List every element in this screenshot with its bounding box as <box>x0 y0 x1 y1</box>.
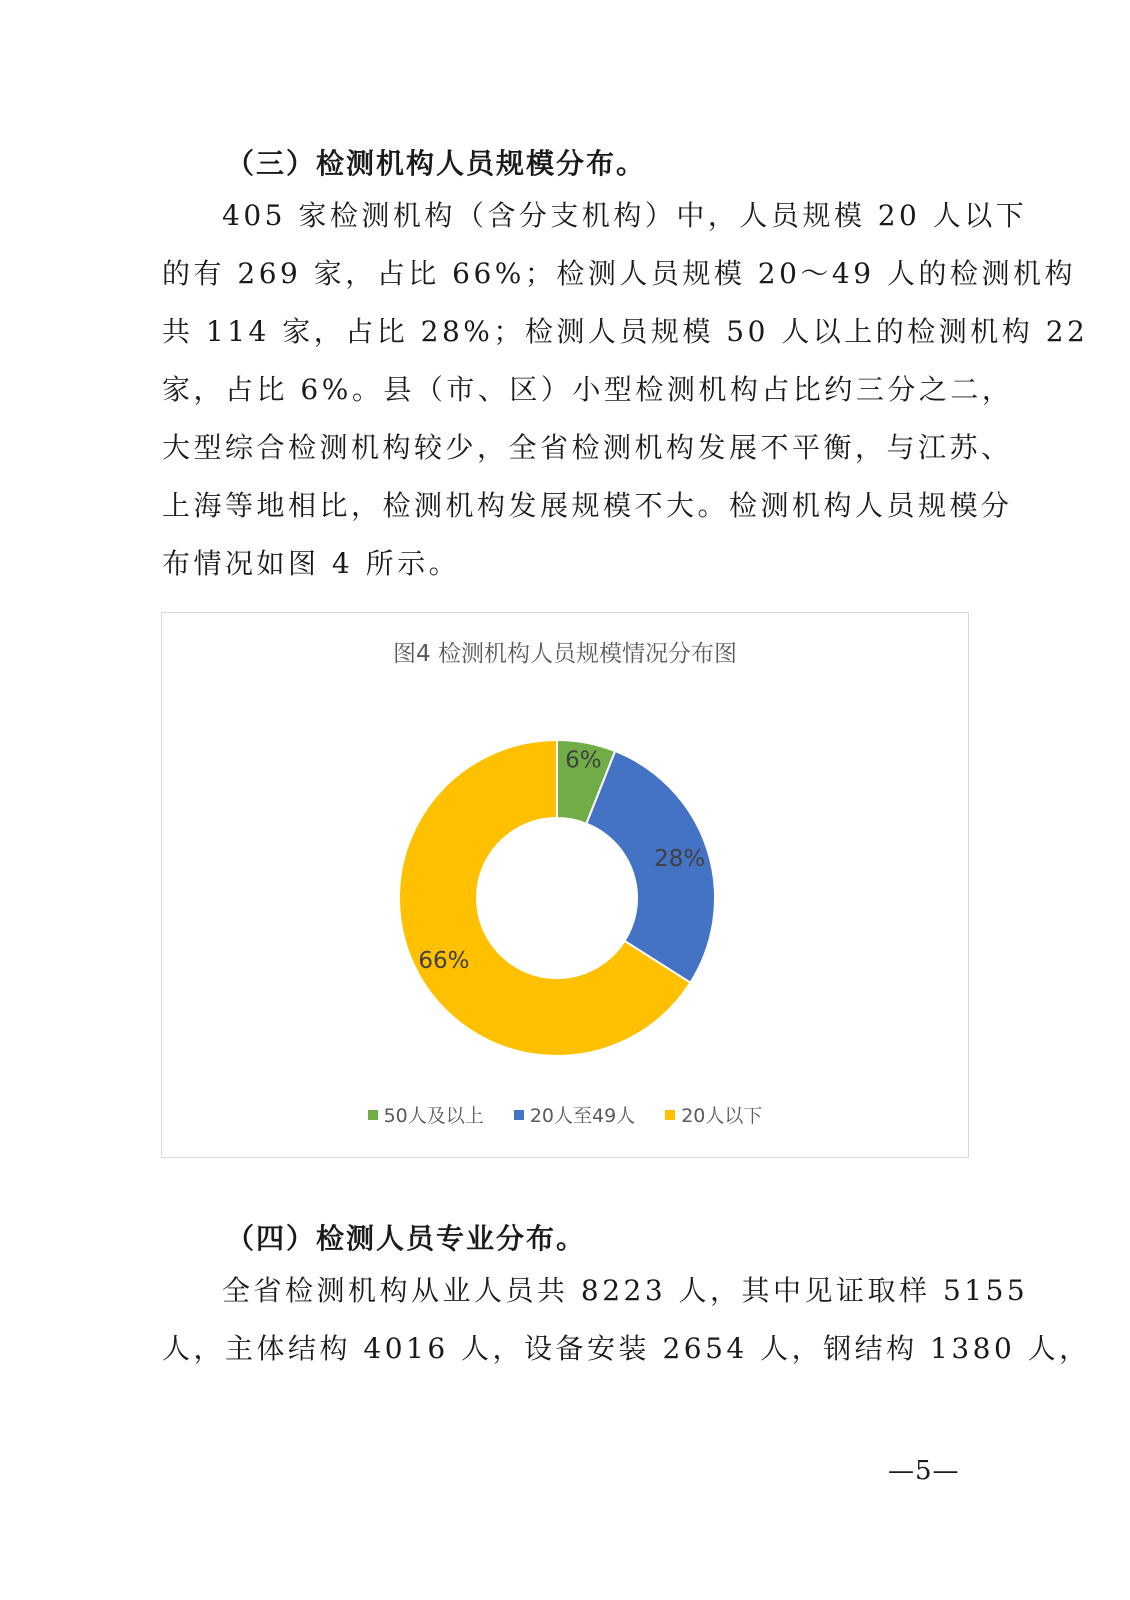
page-number: —5— <box>888 1456 960 1486</box>
section-heading-4: （四）检测人员专业分布。 <box>226 1222 587 1255</box>
legend-label: 20人以下 <box>681 1105 763 1127</box>
donut-data-label: 6% <box>565 747 602 774</box>
donut-data-label: 66% <box>418 948 470 975</box>
paragraph-line: 共 114 家，占比 28%；检测人员规模 50 人以上的检测机构 22 <box>162 315 1089 348</box>
paragraph-line: 的有 269 家，占比 66%；检测人员规模 20～49 人的检测机构 <box>162 257 1076 290</box>
donut-chart <box>162 613 968 1157</box>
paragraph-line: 全省检测机构从业人员共 8223 人，其中见证取样 5155 <box>222 1274 1029 1307</box>
legend-swatch <box>368 1110 378 1120</box>
paragraph-line: 405 家检测机构（含分支机构）中，人员规模 20 人以下 <box>222 199 1028 232</box>
chart-legend <box>162 1101 968 1128</box>
paragraph-line: 家，占比 6%。县（市、区）小型检测机构占比约三分之二， <box>162 373 1014 406</box>
legend-item <box>368 1101 484 1128</box>
chart-container <box>161 612 969 1158</box>
legend-swatch <box>514 1110 524 1120</box>
legend-item <box>514 1101 635 1128</box>
paragraph-line: 大型综合检测机构较少，全省检测机构发展不平衡，与江苏、 <box>162 431 1013 464</box>
paragraph-line: 上海等地相比，检测机构发展规模不大。检测机构人员规模分 <box>162 489 1013 522</box>
chart-title: 图4 检测机构人员规模情况分布图 <box>393 641 737 667</box>
legend-label: 20人至49人 <box>529 1105 636 1127</box>
legend-item <box>665 1101 762 1128</box>
paragraph-line: 布情况如图 4 所示。 <box>162 547 461 580</box>
legend-swatch <box>665 1110 675 1120</box>
legend-label: 50人及以上 <box>383 1105 484 1127</box>
section-heading-3: （三）检测机构人员规模分布。 <box>226 147 647 180</box>
paragraph-line: 人，主体结构 4016 人，设备安装 2654 人，钢结构 1380 人， <box>162 1332 1091 1365</box>
donut-data-label: 28% <box>654 846 706 873</box>
